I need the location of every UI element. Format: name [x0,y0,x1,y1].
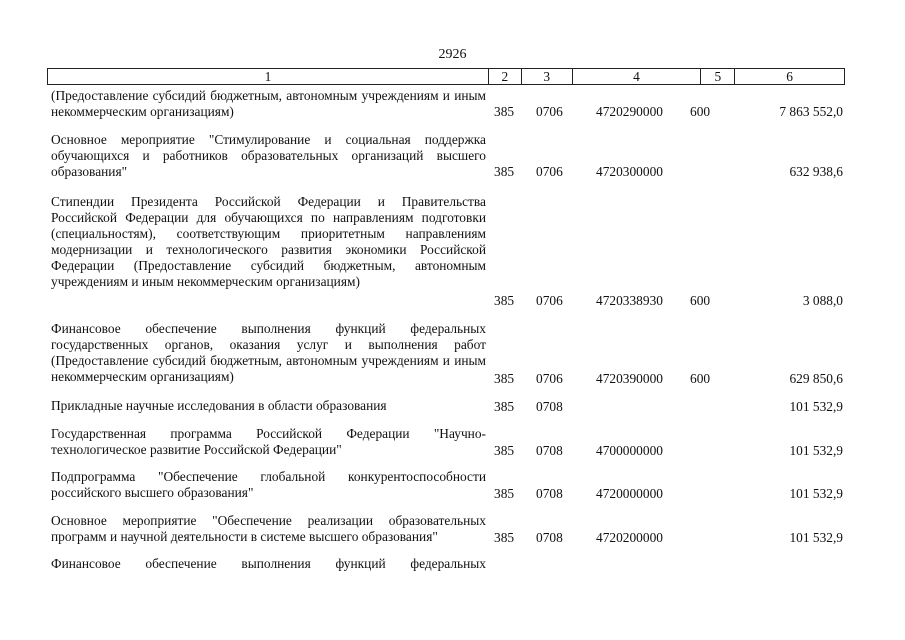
table-row [0,88,905,120]
table-row [0,321,905,387]
header-col-1: 1 [48,69,489,84]
row-col-2: 385 [494,104,515,119]
header-col-3: 3 [522,69,573,84]
row-col-3: 0706 [536,371,563,386]
row-col-6: 101 532,9 [789,443,843,458]
table-row [0,426,905,459]
row-col-5: 600 [690,371,711,386]
row-description: Финансовое обеспечение выполнения функций федеральных государственных органов, оказания услуг и выполнения работ (Предоставление субсидий бюджетным, автономным учреждениям и иным некоммерческим организациям) [51,321,486,384]
row-col-4: 4720290000 [596,104,663,119]
table-row [0,132,905,180]
row-col-3: 0708 [536,443,563,458]
row-col-3: 0706 [536,104,563,119]
row-col-5: 600 [690,104,711,119]
row-col-6: 101 532,9 [789,530,843,545]
row-col-2: 385 [494,371,515,386]
row-col-4: 4720338930 [596,293,663,308]
table-row [0,469,905,502]
row-description: (Предоставление субсидий бюджетным, автономным учреждениям и иным некоммерческим организациям) [51,88,486,119]
header-col-6: 6 [786,69,793,84]
row-description: Основное мероприятие "Обеспечение реализации образовательных программ и научной деятельности в системе высшего образования" [51,513,486,544]
row-col-2: 385 [494,443,515,458]
row-col-4: 4720000000 [596,486,663,501]
row-col-3: 0708 [536,486,563,501]
row-col-3: 0708 [536,530,563,545]
table-row [0,556,905,573]
row-col-3: 0706 [536,293,563,308]
header-col-5: 5 [701,69,735,84]
row-col-3: 0708 [536,399,563,414]
row-col-4: 4720300000 [596,164,663,179]
table-row [0,194,905,309]
header-col-4: 4 [573,69,702,84]
row-col-2: 385 [494,530,515,545]
row-description: Основное мероприятие "Стимулирование и социальная поддержка обучающихся и работников образовательных организаций высшего образования" [51,132,486,179]
row-col-2: 385 [494,486,515,501]
header-col-2: 2 [489,69,522,84]
row-col-6: 101 532,9 [789,486,843,501]
row-col-4: 4720200000 [596,530,663,545]
row-col-6: 3 088,0 [802,293,843,308]
row-col-6: 632 938,6 [789,164,843,179]
row-col-4: 4720390000 [596,371,663,386]
row-col-6: 7 863 552,0 [779,104,843,119]
row-description: Подпрограмма "Обеспечение глобальной конкурентоспособности российского высшего образования" [51,469,486,500]
row-col-2: 385 [494,293,515,308]
row-col-4: 4700000000 [596,443,663,458]
row-col-6: 629 850,6 [789,371,843,386]
table-header [47,68,845,85]
row-description: Государственная программа Российской Федерации "Научно-технологическое развитие Российской Федерации" [51,426,486,457]
table-row [0,513,905,546]
row-description: Прикладные научные исследования в области образования [51,398,387,413]
row-description: Финансовое обеспечение выполнения функций федеральных [51,556,486,571]
row-col-3: 0706 [536,164,563,179]
row-description: Стипендии Президента Российской Федерации и Правительства Российской Федерации для обучающихся по направлениям подготовки (специальностям), соответствующим приоритетным направлениям модернизации и технологического развития экономики Российской Федерации (Предоставление субсидий бюджетным, автономным учреждениям и иным некоммерческим организациям) [51,194,486,289]
page-number: 2926 [438,47,467,62]
row-col-6: 101 532,9 [789,399,843,414]
table-row [0,398,905,415]
row-col-5: 600 [690,293,711,308]
row-col-2: 385 [494,164,515,179]
row-col-2: 385 [494,399,515,414]
